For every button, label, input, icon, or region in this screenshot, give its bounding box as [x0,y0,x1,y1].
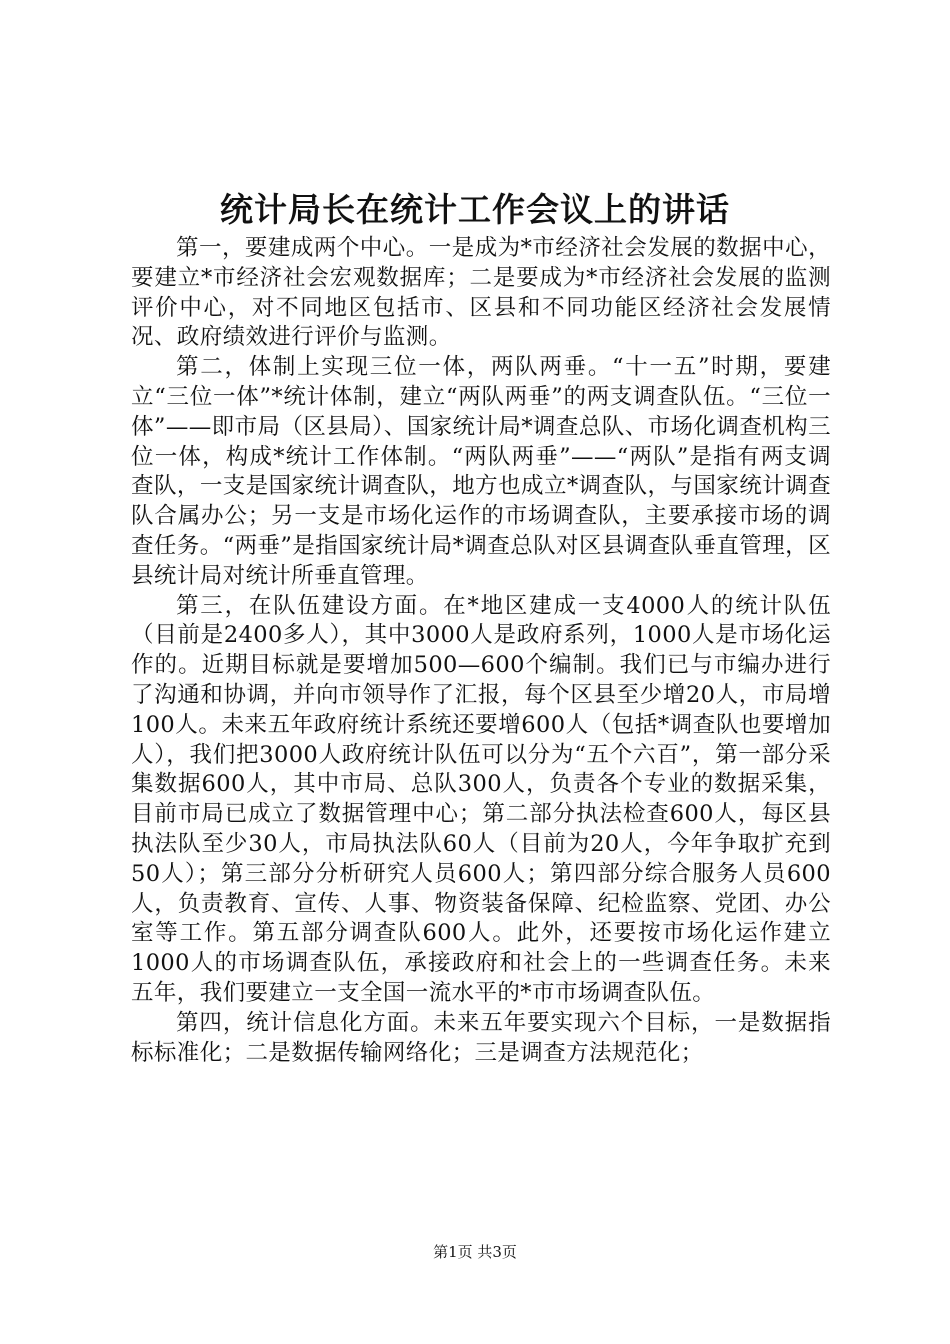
paragraph-3: 第三，在队伍建设方面。在*地区建成一支4000人的统计队伍（目前是2400多人），其中3000人是政府系列，1000人是市场化运作的。近期目标就是要增加500—600个编制。我们已与市编办进行了沟通和协调，并向市领导作了汇报，每个区县至少增20人，市局增100人。未来五年政府统计系统还要增600人（包括*调查队也要增加人），我们把3000人政府统计队伍可以分为“五个六百”，第一部分采集数据600人，其中市局、总队300人，负责各个专业的数据采集，目前市局已成立了数据管理中心；第二部分执法检查600人，每区县执法队至少30人，市局执法队60人（目前为20人，今年争取扩充到50人）；第三部分分析研究人员600人；第四部分综合服务人员600人，负责教育、宣传、人事、物资装备保障、纪检监察、党团、办公室等工作。第五部分调查队600人。此外，还要按市场化运作建立1000人的市场调查队伍，承接政府和社会上的一些调查任务。未来五年，我们要建立一支全国一流水平的*市市场调查队伍。 [131,592,831,1006]
paragraph-1: 第一，要建成两个中心。一是成为*市经济社会发展的数据中心，要建立*市经济社会宏观数据库；二是要成为*市经济社会发展的监测评价中心，对不同地区包括市、区县和不同功能区经济社会发展情况、政府绩效进行评价与监测。 [131,235,831,351]
document-body [131,234,831,1068]
document-title: 统计局长在统计工作会议上的讲话 [220,190,730,229]
paragraph-4: 第四，统计信息化方面。未来五年要实现六个目标，一是数据指标标准化；二是数据传输网络化；三是调查方法规范化； [131,1009,831,1066]
paragraph-2: 第二，体制上实现三位一体，两队两垂。“十一五”时期，要建立“三位一体”*统计体制，建立“两队两垂”的两支调查队伍。“三位一体”——即市局（区县局）、国家统计局*调查总队、市场化调查机构三位一体，构成*统计工作体制。“两队两垂”——“两队”是指有两支调查队，一支是国家统计调查队，地方也成立*调查队，与国家统计调查队合属办公；另一支是市场化运作的市场调查队，主要承接市场的调查任务。“两垂”是指国家统计局*调查总队对区县调查队垂直管理，区县统计局对统计所垂直管理。 [131,354,831,589]
page-footer: 第1页 共3页 [433,1243,517,1261]
